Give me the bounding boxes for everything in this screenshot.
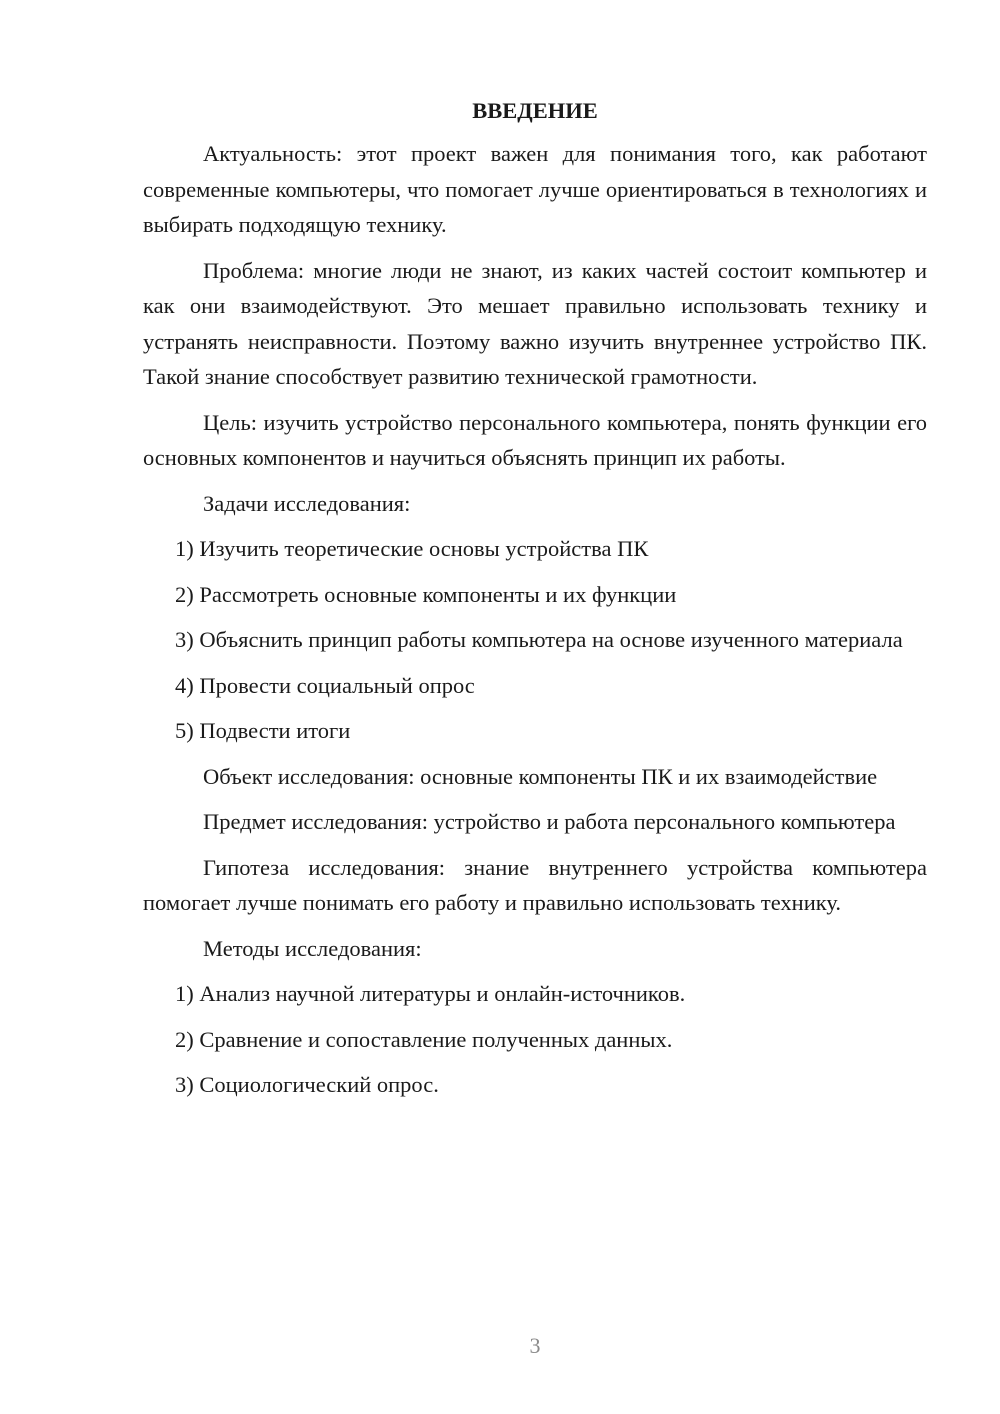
method-item-2: 2) Сравнение и сопоставление полученных данных. bbox=[175, 1026, 673, 1052]
method-item-3: 3) Социологический опрос. bbox=[175, 1072, 439, 1097]
relevance-paragraph: Актуальность: этот проект важен для понимания того, как работают современные компьютеры, что помогает лучше ориентироваться в технологиях и выбирать подходящую технику. bbox=[143, 141, 927, 237]
document-page bbox=[143, 96, 927, 1113]
hypothesis-paragraph: Гипотеза исследования: знание внутреннего устройства компьютера помогает лучше понимать его работу и правильно использовать технику. bbox=[143, 854, 927, 915]
page-title: ВВЕДЕНИЕ bbox=[472, 98, 598, 123]
page-number: 3 bbox=[529, 1333, 541, 1358]
methods-heading: Методы исследования: bbox=[203, 935, 422, 961]
task-item-1: 1) Изучить теоретические основы устройства ПК bbox=[175, 536, 649, 561]
tasks-heading: Задачи исследования: bbox=[203, 490, 411, 516]
goal-paragraph: Цель: изучить устройство персонального компьютера, понять функции его основных компонентов и научиться объяснять принцип их работы. bbox=[143, 409, 927, 470]
task-item-4: 4) Провести социальный опрос bbox=[175, 672, 475, 698]
problem-paragraph: Проблема: многие люди не знают, из каких частей состоит компьютер и как они взаимодействуют. Это мешает правильно использовать технику и устранять неисправности. Поэтому важно изучить внутреннее устройство ПК. Такой знание способствует развитию технической грамотности. bbox=[143, 257, 927, 389]
task-item-3: 3) Объяснить принцип работы компьютера на основе изученного материала bbox=[175, 627, 903, 652]
task-item-2: 2) Рассмотреть основные компоненты и их функции bbox=[175, 581, 677, 607]
task-item-5: 5) Подвести итоги bbox=[175, 718, 351, 743]
subject-paragraph: Предмет исследования: устройство и работа персонального компьютера bbox=[203, 809, 896, 834]
method-item-1: 1) Анализ научной литературы и онлайн-источников. bbox=[175, 981, 686, 1006]
object-paragraph: Объект исследования: основные компоненты ПК и их взаимодействие bbox=[203, 763, 878, 789]
